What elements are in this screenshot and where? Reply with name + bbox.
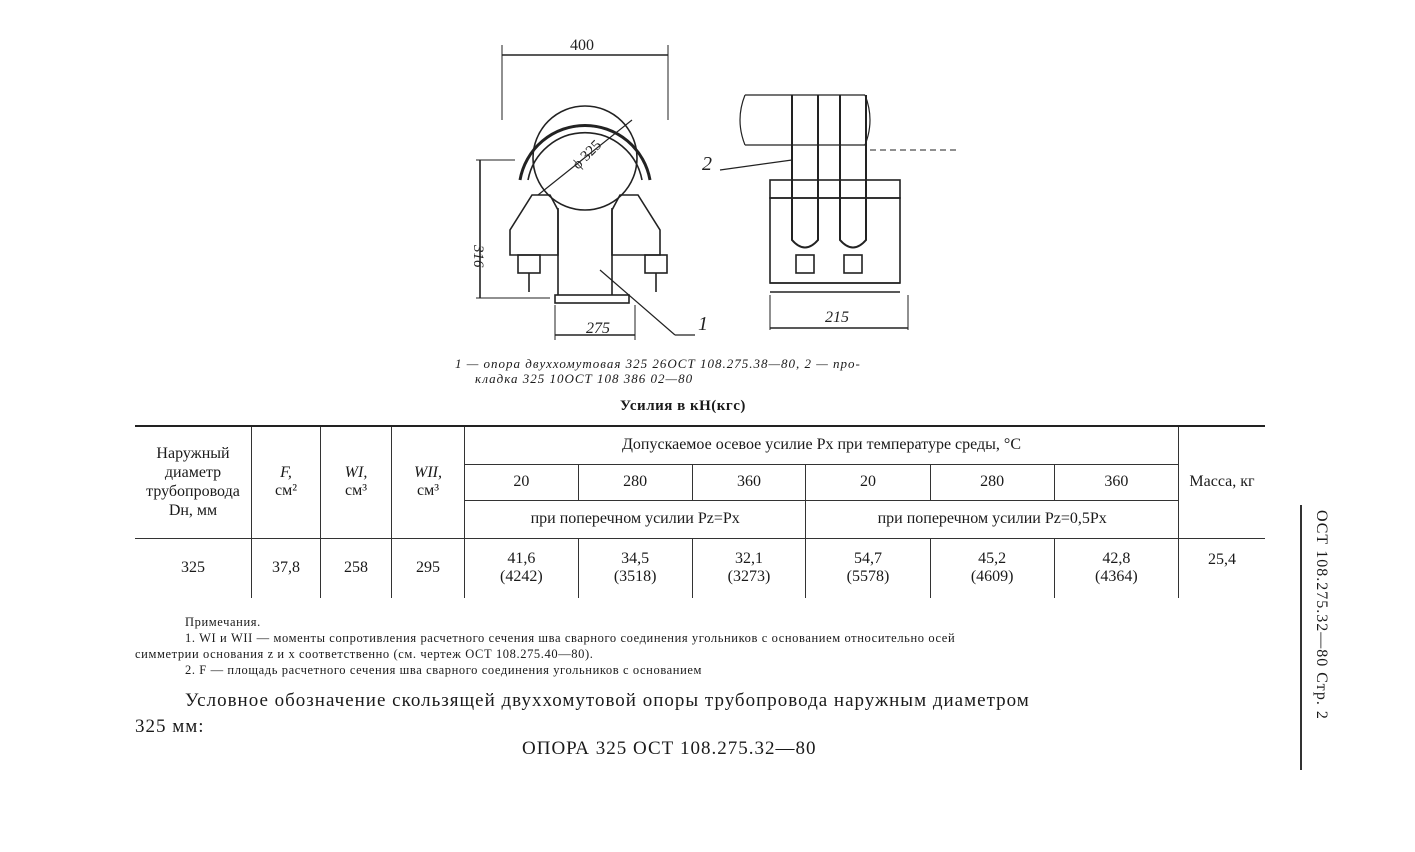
cell-F: 37,8 xyxy=(252,538,321,598)
group-header-2: при поперечном усилии Pz=0,5Px xyxy=(806,500,1179,538)
caption-line-1: 1 — опора двуххомутовая 325 26ОСТ 108.275.38—80, 2 — про- xyxy=(455,356,861,371)
header-F xyxy=(252,426,321,538)
table-row xyxy=(135,538,1265,598)
table-title: Усилия в кН(кгс) xyxy=(620,398,746,414)
specs-table xyxy=(135,425,1265,598)
cell-force: 45,2 (4609) xyxy=(930,538,1054,598)
cell-force: 54,7 (5578) xyxy=(806,538,930,598)
callout-1: 1 xyxy=(698,313,708,335)
dim-275: 275 xyxy=(586,320,610,337)
header-W2 xyxy=(392,426,465,538)
technical-drawing xyxy=(440,30,980,350)
dim-diameter: ϕ 325 xyxy=(569,137,605,173)
cell-force: 34,5 (3518) xyxy=(578,538,692,598)
designation-code: ОПОРА 325 ОСТ 108.275.32—80 xyxy=(522,738,817,759)
temp-cell: 20 xyxy=(465,464,579,500)
header-W1-unit: см³ xyxy=(344,482,368,500)
group-header-1: при поперечном усилии Pz=Px xyxy=(465,500,806,538)
temp-cell: 280 xyxy=(578,464,692,500)
header-W2-symbol: WII, xyxy=(414,464,442,482)
header-axial-force: Допускаемое осевое усилие Px при температуре среды, °С xyxy=(465,426,1179,464)
caption-line-2: кладка 325 10ОСТ 108 386 02—80 xyxy=(475,371,694,386)
cell-W1: 258 xyxy=(321,538,392,598)
header-F-unit: см² xyxy=(274,482,298,500)
header-mass: Масса, кг xyxy=(1179,426,1266,538)
cell-diameter: 325 xyxy=(135,538,252,598)
cell-force: 42,8 (4364) xyxy=(1054,538,1178,598)
temp-cell: 360 xyxy=(692,464,806,500)
temp-cell: 20 xyxy=(806,464,930,500)
notes xyxy=(135,614,1270,678)
header-diameter: Наружный диаметр трубопровода Dн, мм xyxy=(135,426,252,538)
temp-cell: 280 xyxy=(930,464,1054,500)
temp-cell: 360 xyxy=(1054,464,1178,500)
dim-316: 316 xyxy=(470,245,486,268)
designation-line-1: Условное обозначение скользящей двуххомутовой опоры трубопровода наружным диаметром xyxy=(185,690,1030,711)
notes-title: Примечания. xyxy=(185,615,261,629)
designation-line-2: 325 мм: xyxy=(135,716,205,737)
figure-caption xyxy=(455,356,955,386)
callout-2: 2 xyxy=(702,153,712,175)
note-1b: симметрии основания z и x соответственно (см. чертеж ОСТ 108.275.40—80). xyxy=(135,647,594,661)
header-F-symbol: F, xyxy=(280,464,292,482)
cell-mass: 25,4 xyxy=(1179,538,1266,598)
dim-400: 400 xyxy=(570,37,594,54)
cell-force: 32,1 (3273) xyxy=(692,538,806,598)
side-code-text: ОСТ 108.275.32—80 Стр. 2 xyxy=(1313,510,1330,720)
cell-force: 41,6 (4242) xyxy=(465,538,579,598)
dim-215: 215 xyxy=(825,309,849,326)
note-2: 2. F — площадь расчетного сечения шва сварного соединения угольников с основанием xyxy=(185,663,703,677)
header-W1-symbol: WI, xyxy=(344,464,368,482)
header-W2-unit: см³ xyxy=(416,482,440,500)
note-1a: 1. WI и WII — моменты сопротивления расчетного сечения шва сварного соединения угольников с основанием относительно осей xyxy=(185,631,956,645)
cell-W2: 295 xyxy=(392,538,465,598)
header-W1 xyxy=(321,426,392,538)
side-code xyxy=(1300,510,1336,770)
